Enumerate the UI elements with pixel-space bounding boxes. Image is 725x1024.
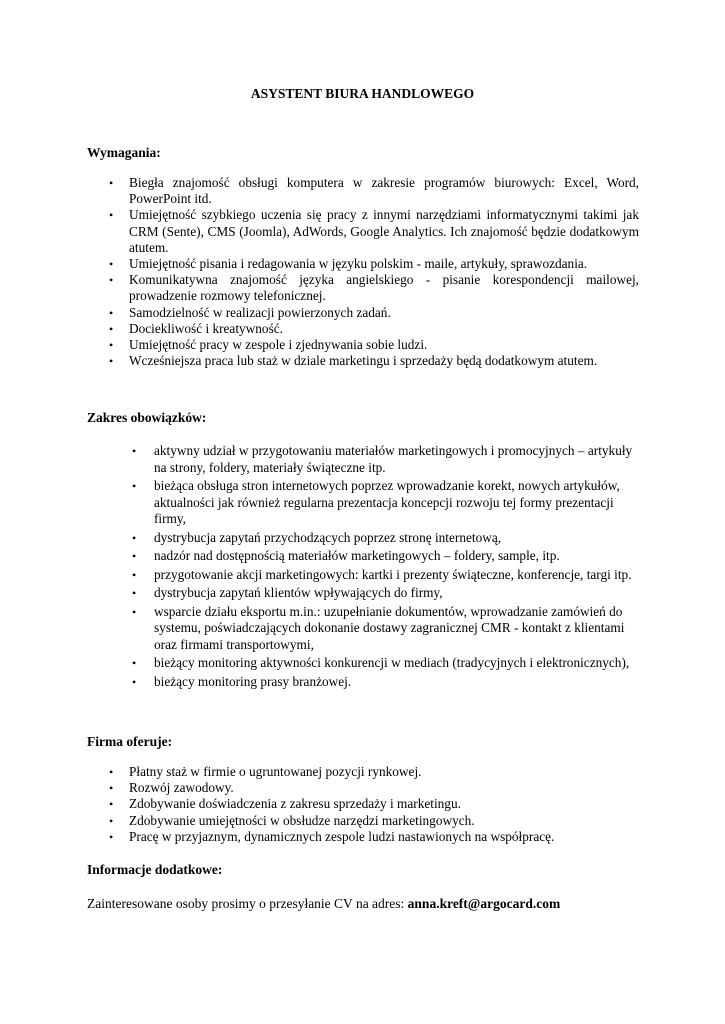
bullet-icon: • xyxy=(109,257,114,272)
list-item-text: Umiejętność szybkiego uczenia się pracy z innymi narzędziami informatycznymi takimi jak CRM (Sente), CMS (Joomla), AdWords, Google Analytics. Ich znajomość będzie dodatkowym atutem. xyxy=(129,207,639,255)
bullet-icon: • xyxy=(132,674,137,689)
list-item-text: dystrybucja zapytań przychodzących poprzez stronę internetową, xyxy=(154,529,502,545)
list-item xyxy=(109,272,639,304)
list-item xyxy=(132,443,640,476)
bullet-icon: • xyxy=(109,273,114,288)
bullet-icon: • xyxy=(132,530,137,545)
list-item-text: bieżący monitoring aktywności konkurencji w mediach (tradycyjnych i elektronicznych), xyxy=(154,655,630,670)
list-item-text: aktywny udział w przygotowaniu materiałów marketingowych i promocyjnych – artykuły na strony, foldery, materiały świąteczne itp. xyxy=(154,443,633,475)
list-item xyxy=(109,764,639,780)
bullet-icon: • xyxy=(109,338,114,353)
bullet-icon: • xyxy=(132,567,137,582)
bullet-icon: • xyxy=(109,321,114,336)
list-item xyxy=(109,175,639,207)
contact-paragraph xyxy=(87,896,560,912)
bullet-icon: • xyxy=(109,797,114,812)
additional-info-heading: Informacje dodatkowe: xyxy=(87,862,223,877)
list-item xyxy=(109,320,639,337)
document-title: ASYSTENT BIURA HANDLOWEGO xyxy=(250,86,475,101)
list-item xyxy=(109,207,639,256)
duties-list xyxy=(132,443,640,692)
list-item-text: wsparcie działu eksportu m.in.: uzupełnianie dokumentów, wprowadzanie zamówień do systemu, poświadczających dokonanie dostawy zagranicznej CMR - kontakt z klientami oraz firmami transportowymi, xyxy=(154,603,625,652)
bullet-icon: • xyxy=(109,829,114,844)
list-item-text: Zdobywanie umiejętności w obsłudze narzędzi marketingowych. xyxy=(129,812,475,828)
list-item-text: Dociekliwość i kreatywność. xyxy=(129,320,283,336)
list-item-text: Umiejętność pracy w zespole i zjednywania sobie ludzi. xyxy=(129,337,428,353)
list-item xyxy=(109,256,639,272)
list-item-text: Samodzielność w realizacji powierzonych zadań. xyxy=(129,304,391,320)
bullet-icon: • xyxy=(132,656,137,670)
list-item-text: Zdobywanie doświadczenia z zakresu sprzedaży i marketingu. xyxy=(129,796,461,812)
list-item xyxy=(109,780,639,796)
bullet-icon: • xyxy=(109,765,114,779)
list-item xyxy=(132,585,640,602)
requirements-heading: Wymagania: xyxy=(87,145,161,160)
list-item-text: Rozwój zawodowy. xyxy=(129,780,234,796)
bullet-icon: • xyxy=(109,354,114,369)
bullet-icon: • xyxy=(132,444,137,458)
offer-heading: Firma oferuje: xyxy=(87,734,173,749)
list-item-text: Biegła znajomość obsługi komputera w zakresie programów biurowych: Excel, Word, PowerPoint itd. xyxy=(129,175,639,207)
list-item xyxy=(109,353,639,369)
requirements-list xyxy=(109,175,639,369)
list-item xyxy=(109,304,639,321)
list-item-text: dystrybucja zapytań klientów wpływających do firmy, xyxy=(154,585,443,600)
list-item xyxy=(109,828,639,845)
list-item-text: nadzór nad dostępnością materiałów marketingowych – foldery, sample, itp. xyxy=(154,548,560,563)
bullet-icon: • xyxy=(132,549,137,563)
duties-heading: Zakres obowiązków: xyxy=(87,410,207,425)
bullet-icon: • xyxy=(109,305,114,320)
offer-list xyxy=(109,764,639,845)
bullet-icon: • xyxy=(109,208,114,223)
list-item xyxy=(132,478,640,528)
list-item-text: przygotowanie akcji marketingowych: kartki i prezenty świąteczne, konferencje, targi itp. xyxy=(154,566,632,582)
list-item xyxy=(109,337,639,353)
bullet-icon: • xyxy=(132,586,137,600)
bullet-icon: • xyxy=(132,479,137,493)
list-item xyxy=(109,812,639,829)
list-item xyxy=(132,655,640,672)
bullet-icon: • xyxy=(109,781,114,796)
list-item-text: bieżąca obsługa stron internetowych poprzez wprowadzanie korekt, nowych artykułów, aktualności jak również regularna prezentacja koncepcji rozwoju tej formy prezentacji firmy, xyxy=(154,478,620,526)
list-item xyxy=(132,673,640,691)
list-item xyxy=(132,566,640,584)
list-item xyxy=(132,548,640,565)
list-item-text: Pracę w przyjaznym, dynamicznych zespole ludzi nastawionych na współpracę. xyxy=(129,828,555,844)
contact-email[interactable]: anna.kreft@argocard.com xyxy=(407,896,561,911)
list-item-text: Umiejętność pisania i redagowania w języku polskim - maile, artykuły, sprawozdania. xyxy=(129,256,588,272)
bullet-icon: • xyxy=(109,176,114,190)
list-item-text: Płatny staż w firmie o ugruntowanej pozycji rynkowej. xyxy=(129,764,422,779)
list-item xyxy=(132,603,640,654)
list-item xyxy=(132,529,640,547)
list-item-text: Wcześniejsza praca lub staż w dziale marketingu i sprzedaży będą dodatkowym atutem. xyxy=(129,353,598,369)
list-item-text: bieżący monitoring prasy branżowej. xyxy=(154,673,352,689)
bullet-icon: • xyxy=(109,813,114,828)
contact-text: Zainteresowane osoby prosimy o przesyłanie CV na adres: xyxy=(87,896,408,911)
list-item xyxy=(109,796,639,812)
bullet-icon: • xyxy=(132,604,137,619)
list-item-text: Komunikatywna znajomość języka angielskiego - pisanie korespondencji mailowej, prowadzenie rozmowy telefonicznej. xyxy=(129,272,639,304)
